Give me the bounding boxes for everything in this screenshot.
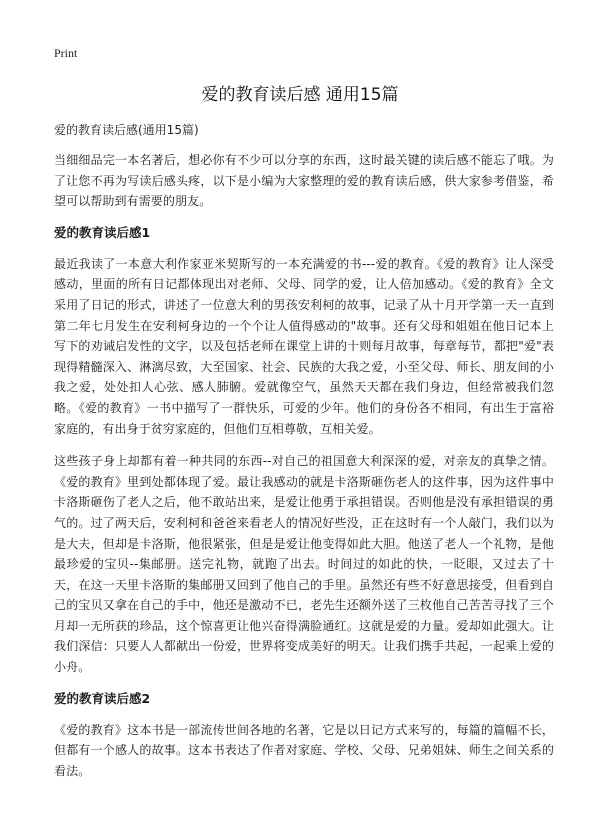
section-1-paragraph-1: 最近我读了一本意大利作家亚米契斯写的一本充满爱的书---爱的教育。《爱的教育》让人深受感动，里面的所有日记都体现出对老师、父母、同学的爱，让人倍加感动。《爱的教育》全文采用了日记的形式，讲述了一位意大利的男孩安利柯的故事，记录了从十月开学第一天一直到第二年七月发生在安利柯身边的一个个让人值得感动的"故事。还有父母和姐姐在他日记本上写下的劝诫启发性的文字，以及包括老师在课堂上讲的十则每月故事，每章每节，都把"爱"表现得精髓深入、淋漓尽致，大至国家、社会、民族的大我之爱，小至父母、师长、朋友间的小我之爱，处处扣人心弦、感人肺腑。爱就像空气，虽然天天都在我们身边，但经常被我们忽略。《爱的教育》一书中描写了一群快乐，可爱的少年。他们的身份各不相同，有出生于富裕家庭的，有出身于贫穷家庭的，但他们互相尊敬，互相关爱。 <box>54 256 554 436</box>
intro-paragraph: 当细细品完一本名著后，想必你有不少可以分享的东西，这时最关键的读后感不能忘了哦。为了让您不再为写读后感头疼，以下是小编为大家整理的爱的教育读后感，供大家参考借鉴，希望可以帮助到有需要的朋友。 <box>54 153 554 209</box>
section-heading-1: 爱的教育读后感1 <box>54 224 151 240</box>
page-title: 爱的教育读后感 通用15篇 <box>201 85 399 105</box>
article-body <box>54 150 554 793</box>
section-heading-2: 爱的教育读后感2 <box>54 690 151 706</box>
section-2-paragraph-1: 《爱的教育》这本书是一部流传世间各地的名著，它是以日记方式来写的，每篇的篇幅不长，但都有一个感人的故事。这本书表达了作者对家庭、学校、父母、兄弟姐妹、师生之间关系的看法。 <box>54 722 554 778</box>
section-1-paragraph-2: 这些孩子身上却都有着一种共同的东西--对自己的祖国意大利深深的爱，对亲友的真挚之情。《爱的教育》里到处都体现了爱。最让我感动的就是卡洛斯砸伤老人的这件事，因为这件事中卡洛斯砸伤了老人之后，他不敢站出来，是爱让他勇于承担错误。否则他是没有承担错误的勇气的。过了两天后，安利柯和爸爸来看老人的情况好些没，正在这时有一个人敲门，我们以为是大夫，但却是卡洛斯，他很紧张，但是是爱让他变得如此大胆。他送了老人一个礼物，是他最珍爱的宝贝--集邮册。送完礼物，就跑了出去。时间过的如此的快，一眨眼，又过去了十天，在这一天里卡洛斯的集邮册又回到了他自己的手里。虽然还有些不好意思接受，但看到自己的宝贝又拿在自己的手中，他还是激动不已，老先生还额外送了三枚他自己苦苦寻找了三个月却一无所获的珍品，这个惊喜更让他兴奋得满脸通红。这就是爱的力量。爱却如此强大。让我们深信：只要人人都献出一份爱，世界将变成美好的明天。让我们携手共起，一起乘上爱的小舟。 <box>54 454 554 675</box>
print-link[interactable]: Print <box>54 46 78 60</box>
subtitle: 爱的教育读后感(通用15篇) <box>54 123 199 137</box>
